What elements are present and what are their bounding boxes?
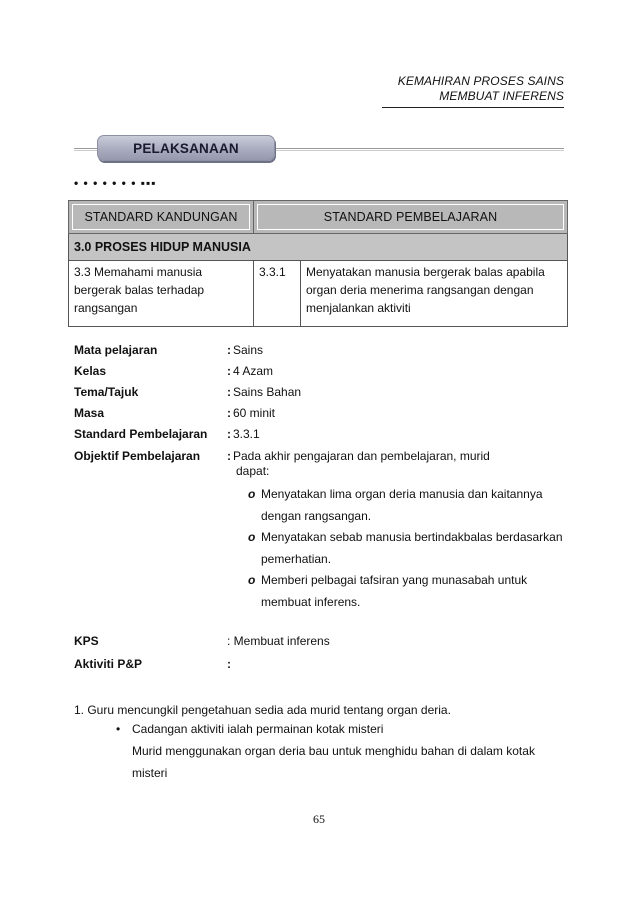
objective-item bbox=[248, 569, 568, 613]
bullet-icon: • bbox=[116, 722, 121, 736]
objective-colon: : bbox=[227, 449, 231, 463]
theme-colon: : bbox=[227, 385, 231, 399]
class-label: Kelas bbox=[74, 364, 107, 378]
time-value: 60 minit bbox=[233, 406, 276, 420]
subject-label: Mata pelajaran bbox=[74, 343, 158, 357]
theme-value: Sains Bahan bbox=[233, 385, 302, 399]
objective-marker: o bbox=[248, 530, 256, 544]
step-1: 1. Guru mencungkil pengetahuan sedia ada murid tentang organ deria. bbox=[74, 703, 451, 717]
objective-marker: o bbox=[248, 487, 256, 501]
activity-label: Aktiviti P&P bbox=[74, 657, 143, 671]
standards-table bbox=[68, 200, 568, 327]
learning-standard-code-cell: 3.3.1 bbox=[254, 261, 301, 327]
objective-text: Menyatakan sebab manusia bertindakbalas berdasarkan pemerhatian. bbox=[261, 530, 563, 566]
section-heading-button: PELAKSANAAN bbox=[97, 135, 275, 161]
objective-item bbox=[248, 526, 568, 570]
page-number: 65 bbox=[313, 812, 325, 826]
learning-standard-cell: Menyatakan manusia bergerak balas apabila organ deria menerima rangsangan dengan menjalankan aktiviti bbox=[301, 261, 568, 327]
content-standard-cell: 3.3 Memahami manusia bergerak balas terhadap rangsangan bbox=[69, 261, 254, 327]
objective-text: Memberi pelbagai tafsiran yang munasabah untuk membuat inferens. bbox=[261, 573, 528, 609]
objective-intro-cont: dapat: bbox=[236, 464, 270, 478]
time-label: Masa bbox=[74, 406, 105, 420]
subject-colon: : bbox=[227, 343, 231, 357]
bullet-line-1: Cadangan aktiviti ialah permainan kotak misteri bbox=[132, 722, 384, 736]
header-title-line2: MEMBUAT INFERENS bbox=[439, 89, 564, 103]
learning-standard-label: Standard Pembelajaran bbox=[74, 427, 208, 441]
objective-text: Menyatakan lima organ deria manusia dan kaitannya dengan rangsangan. bbox=[261, 487, 543, 523]
class-colon: : bbox=[227, 364, 231, 378]
bullet-line-2: Murid menggunakan organ deria bau untuk menghidu bahan di dalam kotak misteri bbox=[132, 744, 535, 780]
objective-marker: o bbox=[248, 573, 256, 587]
theme-label: Tema/Tajuk bbox=[74, 385, 139, 399]
objective-intro: Pada akhir pengajaran dan pembelajaran, murid bbox=[233, 449, 490, 463]
decorative-dots: • • • • • • • ▪▪▪ bbox=[74, 176, 157, 190]
class-value: 4 Azam bbox=[233, 364, 274, 378]
table-header-content-standard: STANDARD KANDUNGAN bbox=[69, 201, 254, 234]
table-topic-row: 3.0 PROSES HIDUP MANUSIA bbox=[69, 234, 568, 261]
bullet-item bbox=[132, 718, 562, 784]
objective-label: Objektif Pembelajaran bbox=[74, 449, 201, 463]
learning-standard-value: 3.3.1 bbox=[233, 427, 260, 441]
header-rule bbox=[382, 107, 564, 108]
learning-standard-colon: : bbox=[227, 427, 231, 441]
table-header-learning-standard: STANDARD PEMBELAJARAN bbox=[254, 201, 568, 234]
time-colon: : bbox=[227, 406, 231, 420]
header-title-line1: KEMAHIRAN PROSES SAINS bbox=[397, 74, 564, 88]
subject-value: Sains bbox=[233, 343, 264, 357]
kps-value: : Membuat inferens bbox=[227, 634, 330, 648]
activity-colon: : bbox=[227, 657, 231, 671]
objective-item bbox=[248, 483, 568, 527]
kps-label: KPS bbox=[74, 634, 99, 648]
